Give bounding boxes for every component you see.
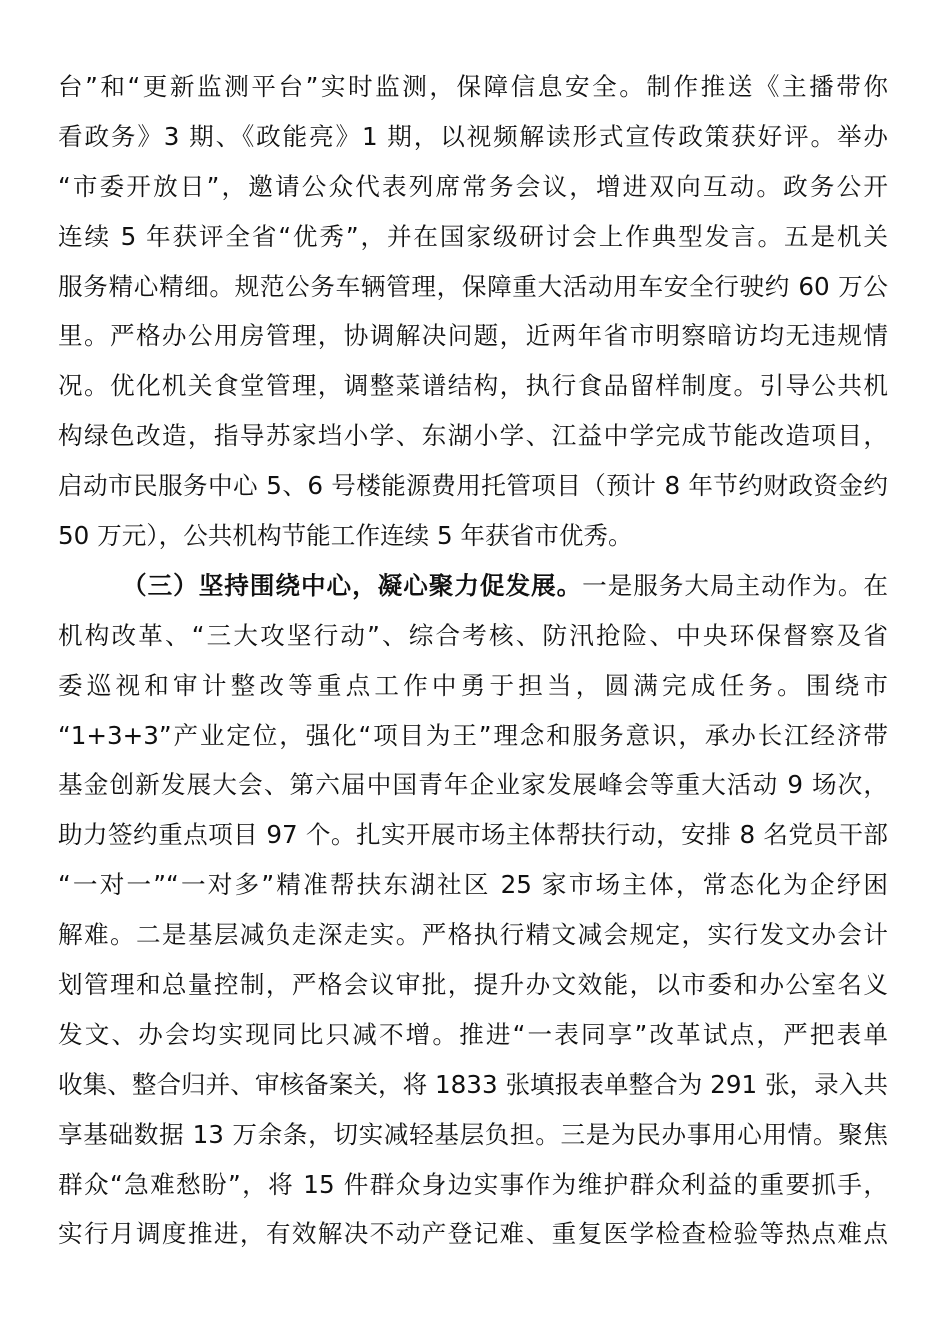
section-3-line-2: 委巡视和审计整改等重点工作中勇于担当，圆满完成任务。围绕市 [58, 670, 888, 700]
section-3-line-3: “1+3+3”产业定位，强化“项目为王”理念和服务意识，承办长江经济带 [58, 720, 888, 750]
section-3-line-1: 机构改革、“三大攻坚行动”、综合考核、防汛抢险、中央环保督察及省 [58, 620, 888, 650]
document-page [58, 62, 888, 1259]
section-3-line-12: 群众“急难愁盼”，将 15 件群众身边实事作为维护群众利益的重要抓手， [58, 1169, 888, 1199]
section-3-line-9: 发文、办会均实现同比只减不增。推进“一表同享”改革试点，严把表单 [58, 1019, 888, 1049]
section-3-line-7: 解难。二是基层减负走深走实。严格执行精文减会规定，实行发文办会计 [58, 920, 888, 950]
section-3-line-6: “一对一”“一对多”精准帮扶东湖社区 25 家市场主体，常态化为企纾困 [58, 870, 888, 900]
paragraph-line-10: 50 万元），公共机构节能工作连续 5 年获省市优秀。 [58, 521, 633, 551]
section-3-heading: （三）坚持围绕中心，凝心聚力促发展。 [122, 570, 583, 600]
section-3-first-line [58, 561, 888, 611]
paragraph-line-1: 台”和“更新监测平台”实时监测，保障信息安全。制作推送《主播带你 [58, 72, 888, 101]
paragraph-line-5: 服务精心精细。规范公务车辆管理，保障重大活动用车安全行驶约 60 万公 [58, 271, 888, 301]
paragraph-line-3: “市委开放日”，邀请公众代表列席常务会议，增进双向互动。政务公开 [58, 171, 888, 201]
section-3-line-13: 实行月调度推进，有效解决不动产登记难、重复医学检查检验等热点难点 [58, 1219, 888, 1249]
section-3-line-10: 收集、整合归并、审核备案关，将 1833 张填报表单整合为 291 张，录入共 [58, 1069, 888, 1099]
section-3-line-4: 基金创新发展大会、第六届中国青年企业家发展峰会等重大活动 9 场次， [58, 770, 888, 800]
paragraph-line-6: 里。严格办公用房管理，协调解决问题，近两年省市明察暗访均无违规情 [58, 321, 888, 351]
section-3-first-line-text: 一是服务大局主动作为。在 [582, 570, 888, 600]
paragraph-line-8: 构绿色改造，指导苏家垱小学、东湖小学、江益中学完成节能改造项目， [58, 421, 888, 451]
section-3-line-5: 助力签约重点项目 97 个。扎实开展市场主体帮扶行动，安排 8 名党员干部 [58, 820, 888, 850]
paragraph-line-7: 况。优化机关食堂管理，调整菜谱结构，执行食品留样制度。引导公共机 [58, 371, 888, 401]
section-3-line-11: 享基础数据 13 万余条，切实减轻基层负担。三是为民办事用心用情。聚焦 [58, 1119, 888, 1149]
paragraph-line-4: 连续 5 年获评全省“优秀”，并在国家级研讨会上作典型发言。五是机关 [58, 221, 888, 251]
paragraph-line-2: 看政务》3 期、《政能亮》1 期，以视频解读形式宣传政策获好评。举办 [58, 121, 888, 151]
section-3-line-8: 划管理和总量控制，严格会议审批，提升办文效能，以市委和办公室名义 [58, 970, 888, 1000]
paragraph-line-9: 启动市民服务中心 5、6 号楼能源费用托管项目（预计 8 年节约财政资金约 [58, 471, 888, 501]
